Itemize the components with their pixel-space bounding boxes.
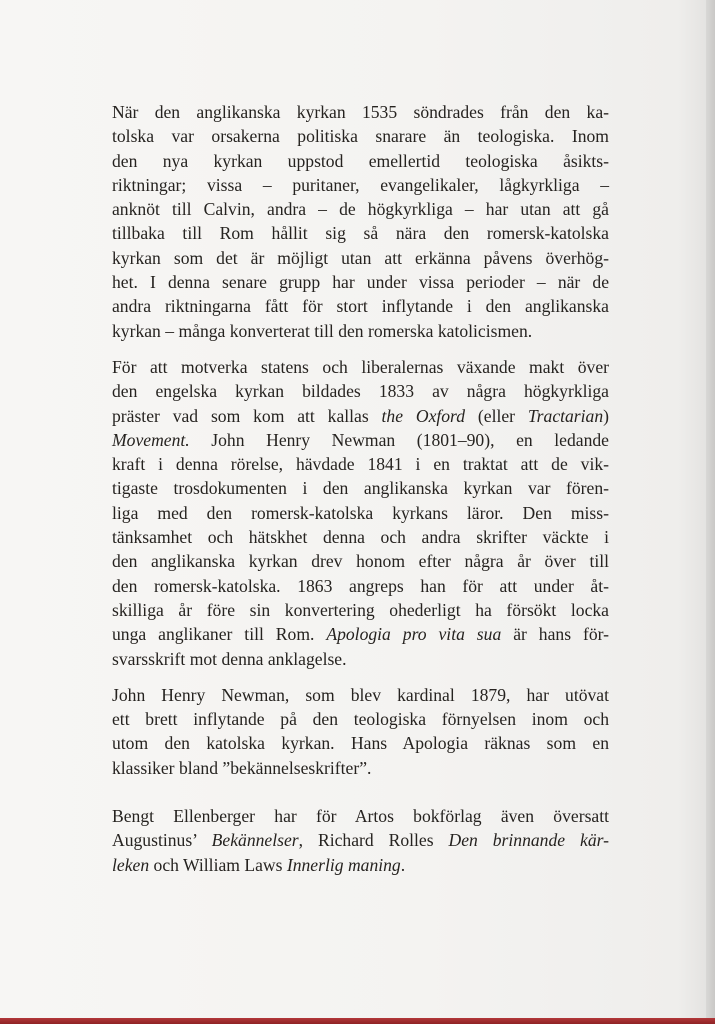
text-segment: den engelska kyrkan bildades 1833 av några högkyrkliga — [112, 381, 609, 402]
text-segment: kyrkan – många konverterat till den romerska katolicismen. — [112, 320, 533, 341]
blurb-paragraph — [112, 355, 609, 671]
text-segment: tänksamhet och hätskhet denna och andra skrifter väckte i — [112, 527, 609, 548]
text-line — [112, 622, 609, 646]
text-segment: (eller — [465, 405, 528, 426]
text-line — [112, 149, 609, 173]
blurb-paragraph — [112, 100, 609, 343]
text-segment: utom den katolska kyrkan. Hans Apologia räknas som en — [112, 733, 609, 754]
text-line — [112, 124, 609, 148]
text-segment: , Richard Rolles — [298, 830, 449, 851]
text-line — [112, 804, 609, 828]
text-segment: den romersk-katolska. 1863 angreps han för att under åt- — [112, 575, 609, 596]
text-line — [112, 853, 609, 877]
text-segment: . — [400, 854, 406, 875]
text-segment: klassiker bland ”bekännelseskrifter”. — [112, 757, 372, 778]
text-line — [112, 525, 609, 549]
text-line — [112, 598, 609, 622]
text-segment: liga med den romersk-katolska kyrkans läror. Den miss- — [112, 502, 609, 523]
text-line — [112, 574, 609, 598]
text-segment: kraft i denna rörelse, hävdade 1841 i en traktat att de vik- — [112, 454, 609, 475]
text-segment: präster vad som kom att kallas — [112, 405, 382, 426]
text-segment: andra riktningarna fått för stort inflytande i den anglikanska — [112, 296, 609, 317]
text-segment: är hans för- — [501, 624, 609, 645]
text-line — [112, 294, 609, 318]
text-line — [112, 246, 609, 270]
text-segment: ett brett inflytande på den teologiska förnyelsen inom och — [112, 709, 609, 730]
text-segment: den nya kyrkan uppstod emellertid teologiska åsikts- — [112, 150, 609, 171]
text-line — [112, 100, 609, 124]
text-line — [112, 828, 609, 852]
text-line — [112, 476, 609, 500]
text-segment: tigaste trosdokumenten i den anglikanska kyrkan var fören- — [112, 478, 609, 499]
blurb-text — [112, 100, 609, 889]
text-segment: unga anglikaner till Rom. — [112, 624, 327, 645]
text-segment: tillbaka till Rom hållit sig så nära den romersk-katolska — [112, 223, 609, 244]
italic-title-segment: the Oxford — [381, 405, 466, 426]
text-line — [112, 221, 609, 245]
red-bottom-band — [0, 1018, 715, 1024]
text-segment: ) — [603, 405, 609, 426]
text-segment: När den anglikanska kyrkan 1535 söndrades från den ka- — [112, 102, 609, 122]
text-segment: För att motverka statens och liberalernas växande makt över — [112, 356, 609, 377]
text-segment: John Henry Newman, som blev kardinal 1879, har utövat — [112, 684, 609, 705]
text-line — [112, 683, 609, 707]
text-segment: het. I denna senare grupp har under vissa perioder – när de — [112, 272, 609, 293]
text-line — [112, 549, 609, 573]
text-line — [112, 707, 609, 731]
text-line — [112, 319, 609, 343]
text-segment: den anglikanska kyrkan drev honom efter några år över till — [112, 551, 609, 572]
text-line — [112, 452, 609, 476]
italic-title-segment: Den brinnande kär- — [448, 830, 609, 851]
italic-title-segment: Tractarian — [527, 405, 604, 426]
text-segment: kyrkan som det är möjligt utan att erkänna påvens överhög- — [112, 247, 609, 268]
text-segment: svarsskrift mot denna anklagelse. — [112, 648, 347, 669]
cover-edge — [706, 0, 715, 1024]
italic-title-segment: Innerlig maning — [286, 854, 401, 875]
translator-note-paragraph — [112, 804, 609, 877]
text-segment: Augustinus’ — [112, 830, 212, 851]
text-line — [112, 756, 609, 780]
text-segment: John Henry Newman (1801–90), en ledande — [189, 429, 609, 450]
text-segment: anknöt till Calvin, andra – de högkyrkliga – har utan att gå — [112, 199, 609, 220]
text-segment: riktningar; vissa – puritaner, evangelikaler, lågkyrkliga – — [112, 174, 609, 195]
text-line — [112, 173, 609, 197]
text-segment: Bengt Ellenberger har för Artos bokförlag även översatt — [112, 806, 609, 827]
text-line — [112, 428, 609, 452]
text-line — [112, 197, 609, 221]
text-line — [112, 501, 609, 525]
text-segment: tolska var orsakerna politiska snarare än teologiska. Inom — [112, 126, 609, 147]
text-line — [112, 355, 609, 379]
text-line — [112, 647, 609, 671]
text-segment: skilliga år före sin konvertering ohederligt ha försökt locka — [112, 599, 609, 620]
blurb-paragraph — [112, 683, 609, 780]
text-line — [112, 270, 609, 294]
text-line — [112, 404, 609, 428]
italic-title-segment: Movement. — [112, 429, 190, 450]
text-segment: och William Laws — [149, 854, 287, 875]
italic-title-segment: leken — [112, 854, 150, 875]
text-line — [112, 731, 609, 755]
text-line — [112, 379, 609, 403]
italic-title-segment: Bekännelser — [211, 830, 299, 851]
italic-title-segment: Apologia pro vita sua — [326, 624, 502, 645]
